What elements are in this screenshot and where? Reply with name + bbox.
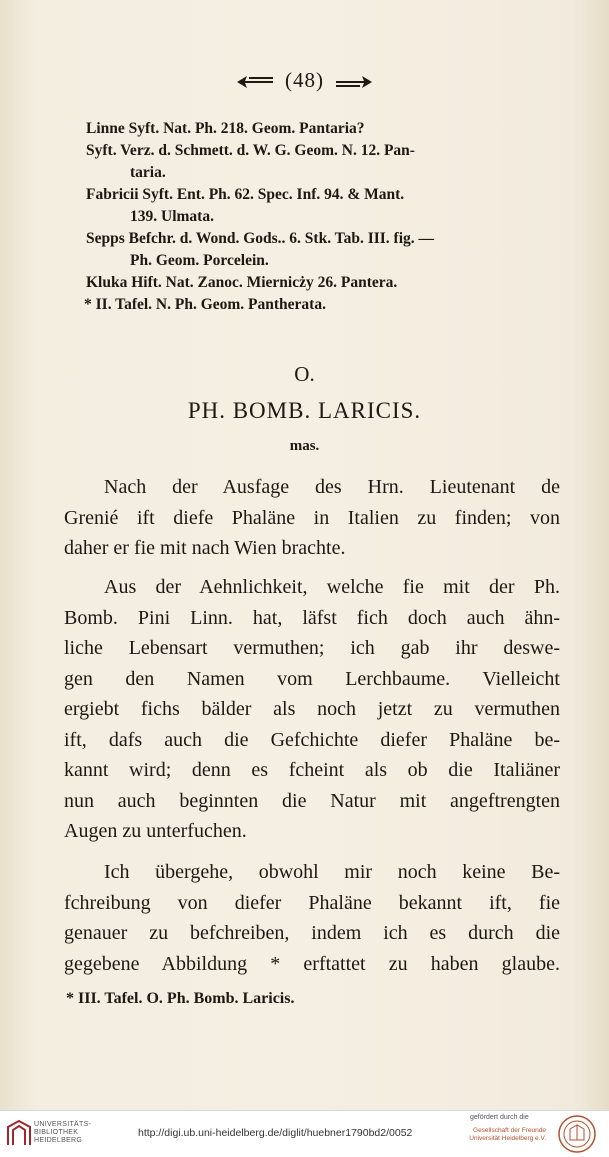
text-line: fchreibung von diefer Phaläne bekannt ift, fie	[64, 891, 560, 914]
library-logo-icon	[6, 1119, 32, 1147]
left-ornament-icon	[235, 73, 275, 91]
sex-label: mas.	[289, 438, 320, 454]
reference-item-plate	[84, 294, 576, 316]
text-line: Aus der Aehnlichkeit, welche fie mit der Ph.	[104, 576, 560, 598]
text-line: ergiebt fichs bälder als noch jetzt zu vermuthen	[64, 698, 560, 720]
text-line: Nach der Ausfage des Hrn. Lieutenant de	[104, 476, 560, 498]
reference-continuation: 139. Ulmata.	[130, 208, 214, 225]
text-line: liche Lebensart vermuthen; ich gab ihr deswe-	[64, 637, 560, 659]
text-line: Augen zu unterfuchen.	[64, 820, 247, 842]
paragraph	[64, 857, 560, 979]
reference-line: Linne Syft. Nat. Ph. 218. Geom. Pantaria?	[86, 120, 365, 137]
text-line: gegebene Abbildung * erftattet zu haben glaube.	[64, 952, 560, 975]
reference-item	[86, 228, 576, 272]
reference-item	[86, 140, 576, 184]
text-line: Ich übergehe, obwohl mir noch keine Be-	[104, 861, 560, 883]
reference-item	[86, 272, 576, 294]
text-line: Bomb. Pini Linn. hat, läfst fich doch auch ähn-	[64, 606, 560, 629]
reference-item	[86, 184, 576, 228]
funded-by-label: gefördert durch die	[470, 1114, 529, 1121]
viewer-footer	[0, 1110, 609, 1157]
reference-list	[86, 118, 576, 316]
section-letter: O.	[294, 362, 315, 386]
reference-line: Sepps Befchr. d. Wond. Gods.. 6. Stk. Tab. III. fig. —	[86, 230, 435, 247]
reference-line: Syft. Verz. d. Schmett. d. W. G. Geom. N. 12. Pan-	[86, 142, 415, 159]
sponsor-society[interactable]	[468, 1127, 546, 1143]
library-name-line: UNIVERSITÄTS-	[34, 1121, 92, 1128]
section-title: PH. BOMB. LARICIS.	[187, 398, 422, 423]
sponsor-line: Universität Heidelberg e.V.	[469, 1135, 546, 1142]
page-number: (48)	[285, 68, 324, 92]
reference-line: Kluka Hift. Nat. Zanoc. Miernicży 26. Pantera.	[86, 274, 398, 291]
reference-item	[86, 118, 576, 140]
university-seal-icon	[556, 1114, 598, 1154]
text-line: ift, dafs auch die Gefchichte diefer Phaläne be-	[64, 728, 560, 751]
reference-continuation: taria.	[130, 164, 166, 181]
paragraph	[64, 572, 560, 847]
footnote: * III. Tafel. O. Ph. Bomb. Laricis.	[66, 990, 295, 1007]
library-name-line: HEIDELBERG	[34, 1137, 83, 1144]
library-name-line: BIBLIOTHEK	[34, 1129, 79, 1136]
reference-continuation: Ph. Geom. Porcelein.	[130, 252, 269, 269]
text-line: kannt wird; denn es fcheint als ob die Italiäner	[64, 759, 560, 781]
paragraph	[64, 472, 560, 564]
text-line: nun auch beginnten die Natur mit angeftrengten	[64, 789, 560, 812]
right-ornament-icon	[334, 73, 374, 91]
text-line: genauer zu befchreiben, indem ich es durch die	[64, 922, 560, 944]
sponsor-line: Gesellschaft der Freunde	[473, 1127, 546, 1134]
text-line: gen den Namen vom Lerchbaume. Vielleicht	[64, 667, 560, 690]
reference-line: Fabricii Syft. Ent. Ph. 62. Spec. Inf. 94. & Mant.	[86, 186, 405, 203]
text-line: daher er fie mit nach Wien brachte.	[64, 537, 346, 559]
text-line: Grenié ift diefe Phaläne in Italien zu finden; von	[64, 506, 560, 529]
permalink-url[interactable]: http://digi.ub.uni-heidelberg.de/diglit/huebner1790bd2/0052	[138, 1127, 413, 1139]
reference-line: * II. Tafel. N. Ph. Geom. Pantherata.	[84, 296, 326, 313]
library-name	[34, 1121, 91, 1145]
page-header	[0, 68, 609, 93]
